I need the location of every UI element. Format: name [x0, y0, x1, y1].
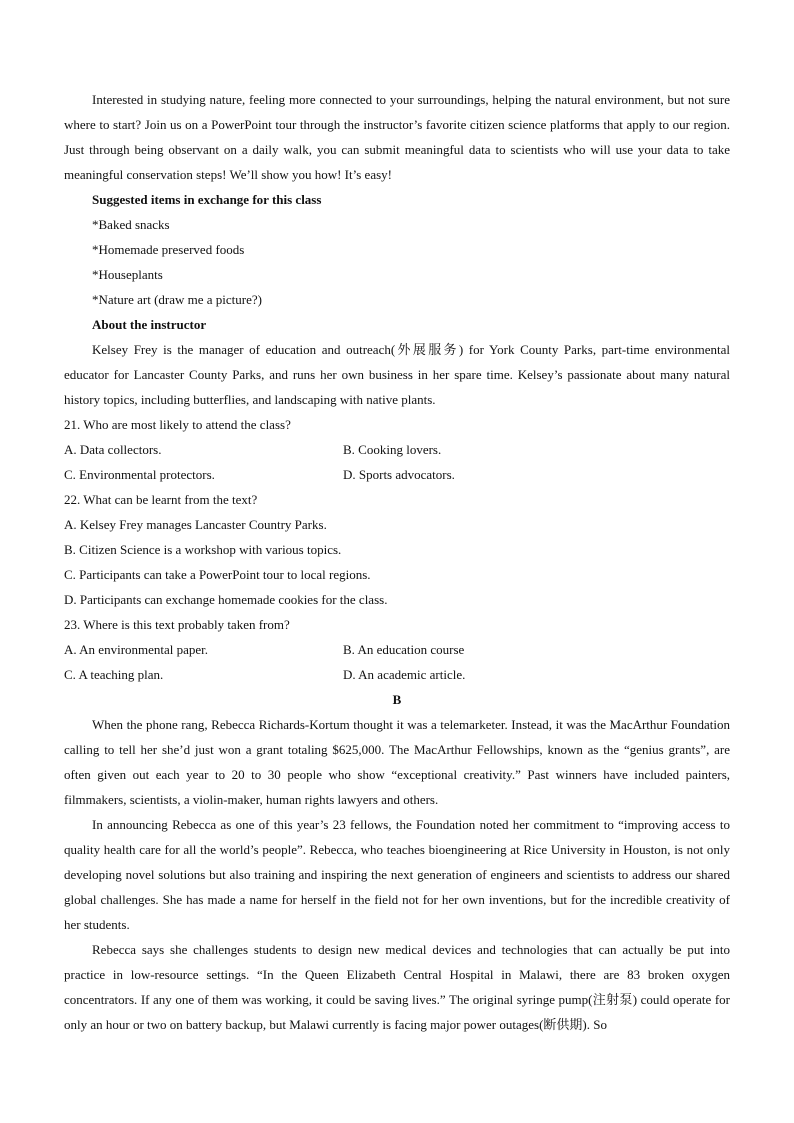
option-row — [64, 462, 730, 487]
option: C. Participants can take a PowerPoint tour to local regions. — [64, 567, 371, 582]
option: A. Data collectors. — [64, 442, 162, 457]
instructor-text: Kelsey Frey is the manager of education and outreach(外展服务) for York County Parks, part-time environmental educator for Lancaster County Parks, and runs her own business in her spare time. Kelsey’s passionate about many natural history topics, including butterflies, and landscaping with native plants. — [64, 342, 730, 407]
question-stem: 21. Who are most likely to attend the class? — [64, 417, 291, 432]
instructor-heading: About the instructor — [92, 317, 207, 332]
option-row — [64, 637, 730, 662]
passage-b-paragraph: Rebecca says she challenges students to design new medical devices and technologies that can actually be put into practice in low-resource settings. “In the Queen Elizabeth Central Hospital in Malawi, there are 83 broken oxygen concentrators. If any one of them was working, it could be saving lives.” The original syringe pump(注射泵) could operate for only an hour or two on battery backup, but Malawi currently is facing major power outages(断供期). So — [64, 942, 730, 1032]
suggested-item: *Baked snacks — [92, 217, 170, 232]
passage-a-intro: Interested in studying nature, feeling more connected to your surroundings, helping the natural environment, but not sure where to start? Join us on a PowerPoint tour through the instructor’s favorite citizen science platforms that apply to our region. Just through being observant on a daily walk, you can submit meaningful data to scientists who will use your data to take meaningful conservation steps! We’ll show you how! It’s easy! — [64, 92, 730, 182]
section-label: B — [392, 692, 402, 707]
option: A. An environmental paper. — [64, 642, 209, 657]
document-content — [64, 87, 730, 1037]
option: A. Kelsey Frey manages Lancaster Country Parks. — [64, 517, 327, 532]
option-row — [64, 437, 730, 462]
suggested-item: *Homemade preserved foods — [92, 242, 245, 257]
passage-b-paragraph: In announcing Rebecca as one of this year’s 23 fellows, the Foundation noted her commitment to “improving access to quality health care for all the world’s people”. Rebecca, who teaches bioengineering at Rice University in Houston, is not only developing novel solutions but also training and inspiring the next generation of engineers and scientists to address our shared global challenges. She has made a name for herself in the field not for her own inventions, but for the incredible creativity of her students. — [64, 817, 730, 932]
option: D. An academic article. — [343, 667, 466, 682]
passage-b-paragraph: When the phone rang, Rebecca Richards-Kortum thought it was a telemarketer. Instead, it was the MacArthur Foundation calling to tell her she’d just won a grant totaling $625,000. The MacArthur Fellowships, known as the “genius grants”, are often given out each year to 20 to 30 people who show “exceptional creativity.” Past winners have included painters, filmmakers, scientists, a violin-maker, human rights lawyers and others. — [64, 717, 730, 807]
option: C. Environmental protectors. — [64, 467, 215, 482]
option: B. Cooking lovers. — [343, 442, 442, 457]
option-row — [64, 662, 730, 687]
option: D. Participants can exchange homemade cookies for the class. — [64, 592, 388, 607]
question-stem: 23. Where is this text probably taken from? — [64, 617, 290, 632]
question-stem: 22. What can be learnt from the text? — [64, 492, 258, 507]
suggested-item: *Houseplants — [92, 267, 163, 282]
option: B. An education course — [343, 642, 465, 657]
items-heading: Suggested items in exchange for this class — [92, 192, 322, 207]
option: B. Citizen Science is a workshop with various topics. — [64, 542, 342, 557]
option: D. Sports advocators. — [343, 467, 455, 482]
suggested-item: *Nature art (draw me a picture?) — [92, 292, 262, 307]
option: C. A teaching plan. — [64, 667, 164, 682]
